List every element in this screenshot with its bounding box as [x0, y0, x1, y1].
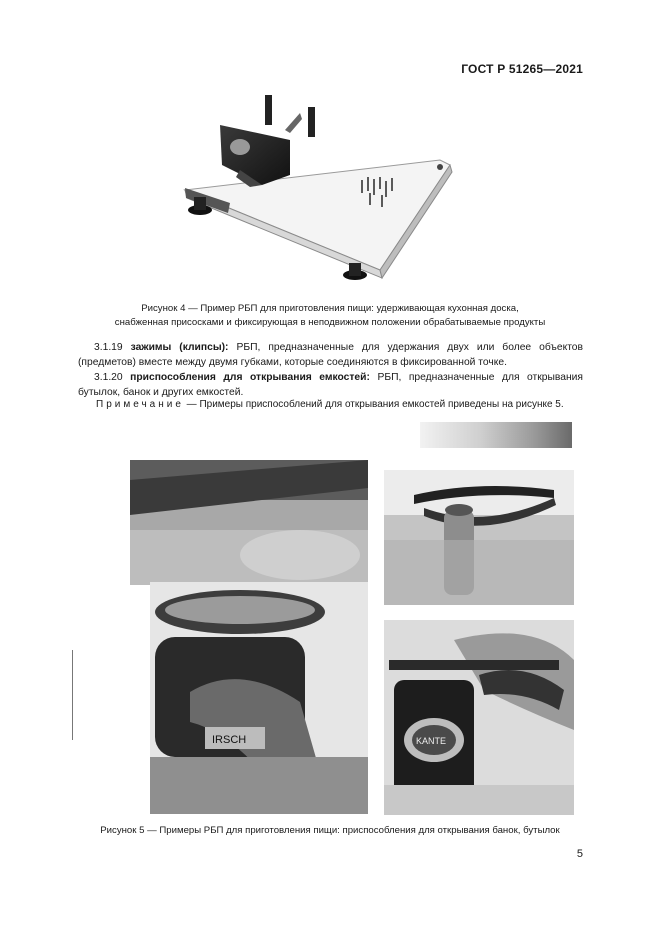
page-number: 5 [576, 848, 583, 860]
wedge-piece [285, 113, 302, 133]
figure-4-cutting-board-image [150, 85, 480, 290]
definition-3-1-20 [78, 370, 583, 400]
definition-text: РБП, предназначенные для открывания бутылок, банок и других емкостей. [78, 372, 583, 398]
holder-block [220, 125, 290, 185]
photo-strip-top [420, 422, 572, 448]
note-text: — Примеры приспособлений для открывания емкостей приведены на рисунке 5. [183, 399, 564, 410]
note [96, 398, 564, 412]
definition-3-1-19 [78, 340, 583, 370]
document-standard-code: ГОСТ Р 51265—2021 [461, 62, 583, 76]
figure-5-caption: Рисунок 5 — Примеры РБП для приготовления пищи: приспособления для открывания банок, бутылок [100, 825, 560, 836]
can-label-text: KANTE [416, 736, 447, 746]
note-label: Примечание [96, 399, 184, 410]
definition-text: РБП, предназначенные для удержания двух или более объектов (предметов) вместе между двумя губками, которые соединяются в фиксированной точке. [78, 342, 583, 368]
scan-artifact-line [72, 650, 73, 740]
photo-bottle-opener [384, 470, 574, 605]
jar-label-text: IRSCH [212, 734, 247, 746]
definition-number: 3.1.20 [94, 372, 131, 383]
board-plate [185, 160, 450, 270]
definition-term: зажимы (клипсы): [130, 342, 229, 353]
spike-1 [265, 95, 272, 125]
figure-4-caption-line-2: снабженная присосками и фиксирующая в неподвижном положении обрабатываемые продукты [114, 317, 546, 328]
definition-number: 3.1.19 [94, 342, 131, 353]
figure-4-caption-line-1: Рисунок 4 — Пример РБП для приготовления пищи: удерживающая кухонная доска, [141, 303, 519, 314]
figure-4-caption [70, 302, 590, 330]
photo-can-opener [384, 620, 574, 815]
photo-jar-lid-opener [150, 582, 368, 814]
spike-2 [308, 107, 315, 137]
definition-term: приспособления для открывания емкостей: [130, 372, 370, 383]
photo-opener-closeup [130, 460, 368, 585]
